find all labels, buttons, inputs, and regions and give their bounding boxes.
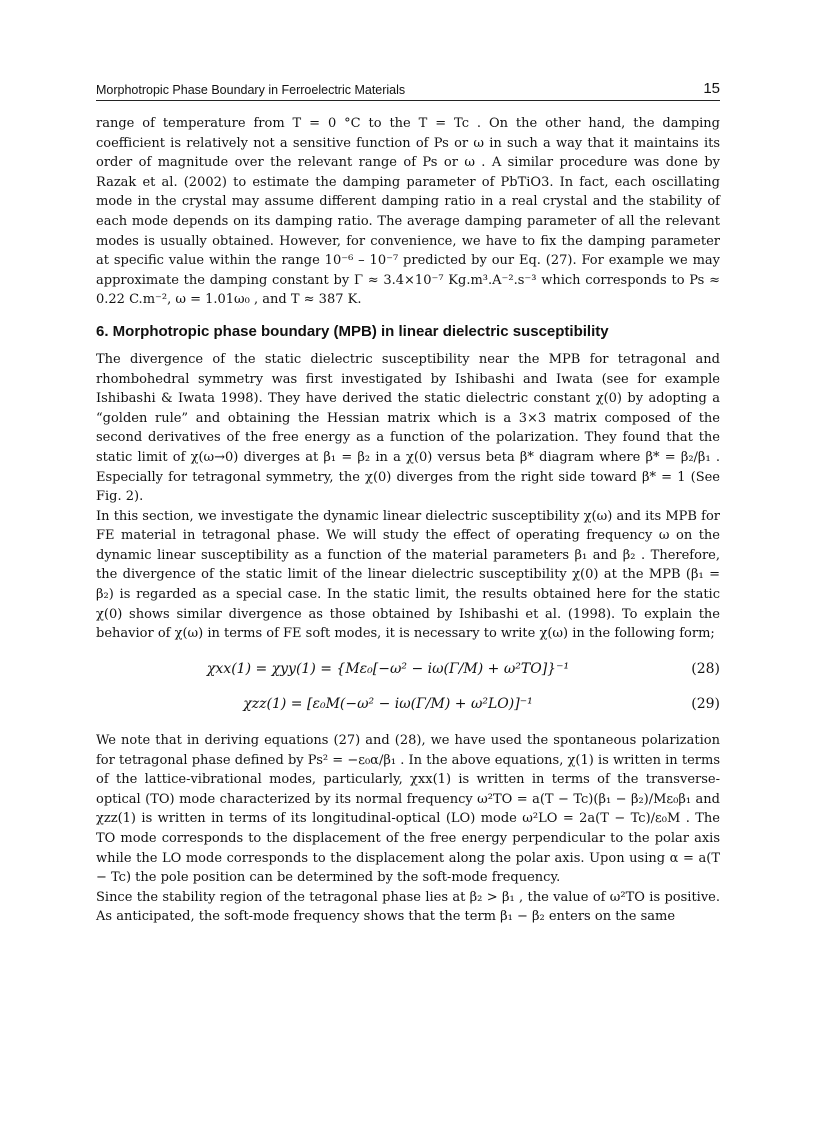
equation-formula: χzz(1) = [ε₀M(−ω² − iω(Γ/M) + ω²LO)]⁻¹ [243,696,533,713]
equation-number: (29) [691,696,720,713]
paragraph: In this section, we investigate the dynamic linear dielectric susceptibility χ(ω) and its MPB for FE material in tetragonal phase. We will study the effect of operating frequency ω on the dynamic linear susceptibility as a function of the material parameters β₁ and β₂ . Therefore, the divergence of the static limit of the linear dielectric susceptibility χ(0) at the MPB (β₁ = β₂) is regarded as a special case. In the static limit, the results obtained here for the static χ(0) shows similar divergence as those obtained by Ishibashi et al. (1998). To explain the behavior of χ(ω) in terms of FE soft modes, it is necessary to write χ(ω) in the following form; [96,508,720,642]
equation-number: (28) [691,660,720,677]
equation-formula: χxx(1) = χyy(1) = {Mε₀[−ω² − iω(Γ/M) + ω²TO]}⁻¹ [206,660,570,677]
running-header [96,80,720,101]
body-text [96,114,720,927]
paragraph: The divergence of the static dielectric susceptibility near the MPB for tetragonal and rhombohedral symmetry was first investigated by Ishibashi and Iwata (see for example Ishibashi & Iwata 1998). They have derived the static dielectric constant χ(0) by adopting a “golden rule” and obtaining the Hessian matrix which is a 3×3 matrix composed of the second derivatives of the free energy as a function of the polarization. They found that the static limit of χ(ω→0) diverges at β₁ = β₂ in a χ(0) versus beta β* diagram where β* = β₂/β₁ . Especially for tetragonal symmetry, the χ(0) diverges from the right side toward β* = 1 (See Fig. 2). [96,351,721,505]
paragraph: range of temperature from T = 0 °C to the T = Tc . On the other hand, the damping coefficient is relatively not a sensitive function of Ps or ω in such a way that it maintains its order of magnitude over the relevant range of Ps or ω . A similar procedure was done by Razak et al. (2002) to estimate the damping parameter of PbTiO3. In fact, each oscillating mode in the crystal may assume different damping ratio in a real crystal and the stability of each mode depends on its damping ratio. The average damping parameter of all the relevant modes is usually obtained. However, for convenience, we have to fix the damping parameter at specific value within the range 10⁻⁶ – 10⁻⁷ predicted by our Eq. (27). For example we may approximate the damping constant by Γ ≈ 3.4×10⁻⁷ Kg.m³.A⁻².s⁻³ which corresponds to Ps ≈ 0.22 C.m⁻², ω = 1.01ω₀ , and T ≈ 387 K. [96,116,720,308]
equation-28 [96,660,720,680]
paragraph: Since the stability region of the tetragonal phase lies at β₂ > β₁ , the value of ω²TO is positive. As anticipated, the soft-mode frequency shows that the term β₁ − β₂ enters on the same [96,889,720,925]
equation-29 [96,695,720,715]
paragraph: We note that in deriving equations (27) and (28), we have used the spontaneous polarization for tetragonal phase defined by Ps² = −ε₀α/β₁ . In the above equations, χ(1) is written in terms of the lattice-vibrational modes, particularly, χxx(1) is written in terms of the transverse-optical (TO) mode characterized by its normal frequency ω²TO = a(T − Tc)(β₁ − β₂)/Mε₀β₁ and χzz(1) is written in terms of its longitudinal-optical (LO) mode ω²LO = 2a(T − Tc)/ε₀M . The TO mode corresponds to the displacement of the free energy perpendicular to the polar axis while the LO mode corresponds to the displacement along the polar axis. Upon using α = a(T − Tc) the pole position can be determined by the soft-mode frequency. [96,733,720,886]
section-heading: 6. Morphotropic phase boundary (MPB) in linear dielectric susceptibility [96,322,609,340]
page-number: 15 [703,80,720,97]
running-title: Morphotropic Phase Boundary in Ferroelectric Materials [96,83,406,97]
